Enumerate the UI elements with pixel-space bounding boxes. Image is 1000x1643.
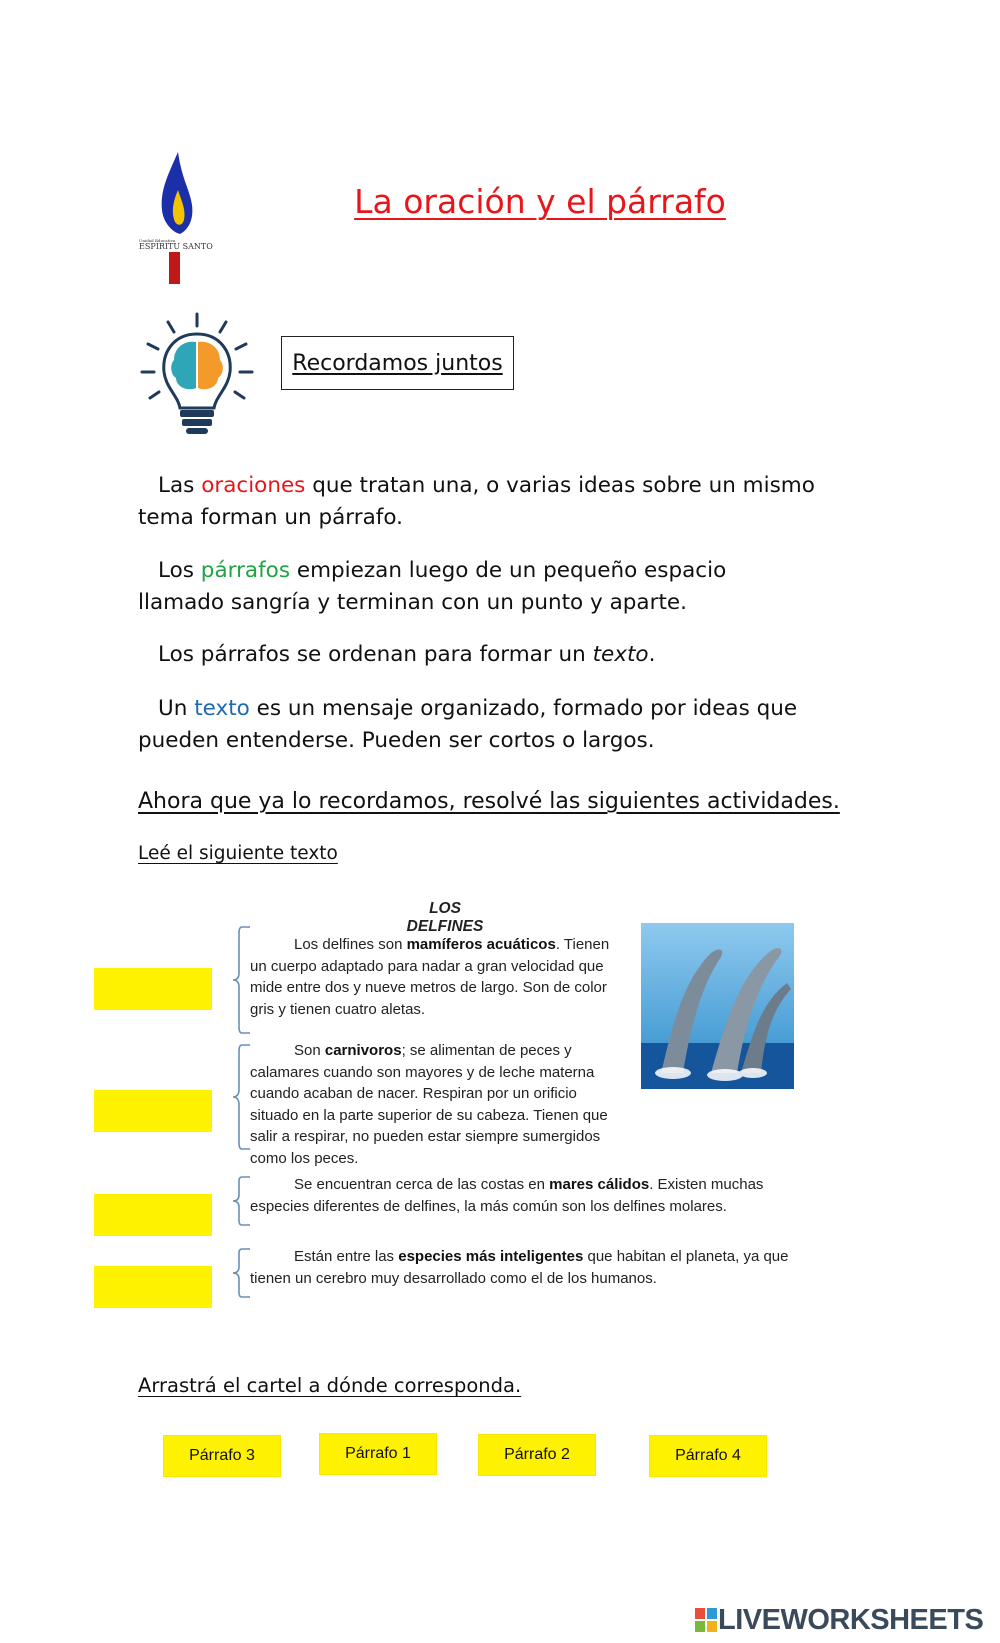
bracket-1-icon (230, 925, 252, 1035)
term-parrafos: párrafos (200, 558, 291, 583)
bracket-3-icon (230, 1175, 252, 1227)
chip-parrafo-1[interactable]: Párrafo 1 (319, 1433, 437, 1475)
term-texto-italic: texto (592, 642, 649, 667)
chip-parrafo-3[interactable]: Párrafo 3 (163, 1435, 281, 1477)
activities-instruction: Ahora que ya lo recordamos, resolvé las siguientes actividades. (138, 789, 840, 814)
liveworksheets-brand (694, 1604, 983, 1636)
drop-slot-1[interactable] (94, 968, 212, 1010)
read-instruction: Leé el siguiente texto (138, 843, 338, 864)
page-title: La oración y el párrafo (354, 182, 726, 221)
chip-parrafo-2[interactable]: Párrafo 2 (478, 1434, 596, 1476)
reading-title: LOS DELFINES (406, 900, 484, 935)
intro-paragraph-3: Los párrafos se ordenan para formar un texto. (158, 642, 656, 667)
brand-text: LIVEWORKSHEETS (718, 1603, 984, 1636)
reading-paragraph-4: Están entre las especies más inteligentes que habitan el planeta, ya que tienen un cerebro muy desarrollado como el de los humanos. (250, 1248, 789, 1287)
chip-parrafo-4[interactable]: Párrafo 4 (649, 1435, 767, 1477)
drag-instruction: Arrastrá el cartel a dónde corresponda. (138, 1374, 522, 1397)
drop-slot-4[interactable] (94, 1266, 212, 1308)
reading-paragraph-2: Son carnivoros; se alimentan de peces y calamares cuando son mayores y de leche materna cuando acaban de nacer. Respiran por un orificio situado en la parte superior de su cabeza. Tienen que salir a respirar, no pueden estar siempre sumergidos como los peces. (250, 1042, 608, 1167)
recall-heading-box: Recordamos juntos (281, 336, 514, 390)
term-texto: texto (194, 696, 250, 721)
intro-paragraph-4: Un texto es un mensaje organizado, formado por ideas que pueden entenderse. Pueden ser cortos o largos. (138, 696, 798, 753)
bracket-2-icon (230, 1043, 252, 1151)
reading-paragraph-3: Se encuentran cerca de las costas en mares cálidos. Existen muchas especies diferentes de delfines, la más común son los delfines molares. (250, 1176, 764, 1215)
drop-slot-2[interactable] (94, 1090, 212, 1132)
bracket-4-icon (230, 1247, 252, 1299)
term-oraciones: oraciones (201, 473, 306, 498)
reading-paragraph-1: Los delfines son mamíferos acuáticos. Tienen un cuerpo adaptado para nadar a gran velocidad que mide entre dos y nueve metros de largo. Son de color gris y tienen cuatro aletas. (250, 936, 610, 1018)
school-logo (138, 150, 220, 285)
svg-text:Unidad Educativa: Unidad Educativa (139, 238, 176, 243)
drop-slot-3[interactable] (94, 1194, 212, 1236)
dolphins-photo (641, 923, 794, 1089)
liveworksheets-logo-icon (694, 1607, 718, 1633)
lightbulb-brain-icon (138, 312, 256, 444)
logo-caption: ESPÍRITU SANTO (139, 242, 213, 251)
intro-paragraph-2: Los párrafos empiezan luego de un pequeño espacio llamado sangría y terminan con un punto y aparte. (138, 558, 727, 615)
intro-paragraph-1: Las oraciones que tratan una, o varias ideas sobre un mismo tema forman un párrafo. (138, 473, 815, 530)
